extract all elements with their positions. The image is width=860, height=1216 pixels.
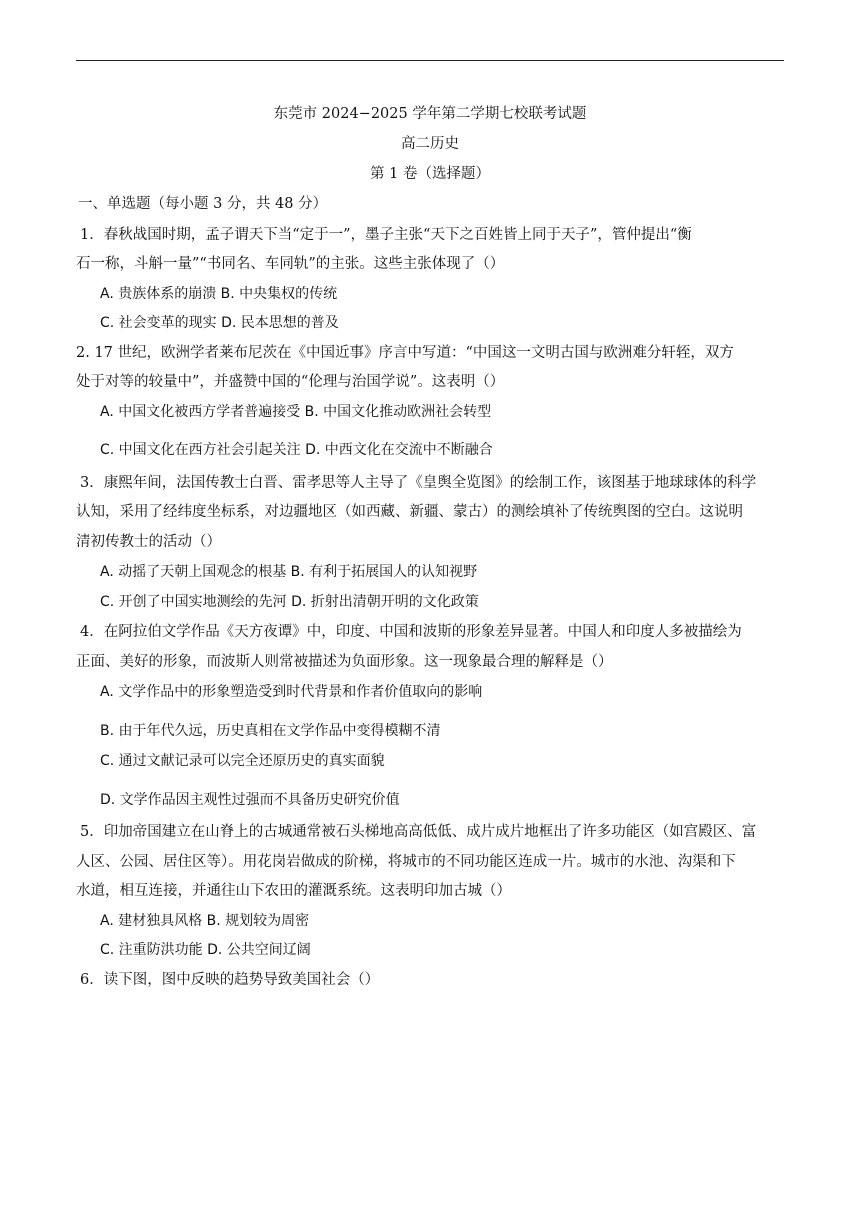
question-3-option: A. 动摇了天朝上国观念的根基 B. 有利于拓展国人的认知视野 <box>100 564 478 580</box>
question-4-option: B. 由于年代久远，历史真相在文学作品中变得模糊不清 <box>100 723 441 739</box>
question-1-option: A. 贵族体系的崩溃 B. 中央集权的传统 <box>100 286 338 302</box>
question-5-stem-line: 水道，相互连接，并通往山下农田的灌溉系统。这表明印加古城（） <box>76 883 511 899</box>
question-4-stem-line: 4．在阿拉伯文学作品《天方夜谭》中，印度、中国和波斯的形象差异显著。中国人和印度人多被描绘为 <box>80 624 742 640</box>
question-3-option: C. 开创了中国实地测绘的先河 D. 折射出清朝开明的文化政策 <box>100 594 479 610</box>
question-5-stem-line: 人区、公园、居住区等）。用花岗岩做成的阶梯，将城市的不同功能区连成一片。城市的水池、沟渠和下 <box>76 854 736 870</box>
section-heading: 一、单选题（每小题 3 分，共 48 分） <box>78 196 328 212</box>
exam-subject: 高二历史 <box>401 136 459 152</box>
question-5-option: C. 注重防洪功能 D. 公共空间辽阔 <box>100 942 311 958</box>
exam-title: 东莞市 2024−2025 学年第二学期七校联考试题 <box>273 106 587 122</box>
question-4-stem-line: 正面、美好的形象，而波斯人则常被描述为负面形象。这一现象最合理的解释是（） <box>76 654 613 670</box>
question-3-stem-line: 认知，采用了经纬度坐标系，对边疆地区（如西藏、新疆、蒙古）的测绘填补了传统舆图的空白。这说明 <box>76 504 743 520</box>
question-1-stem-line: 1．春秋战国时期，孟子谓天下当“定于一”，墨子主张“天下之百姓皆上同于天子”，管仲提出“衡 <box>80 227 692 243</box>
exam-volume: 第 1 卷（选择题） <box>370 166 490 182</box>
question-4-option: C. 通过文献记录可以完全还原历史的真实面貌 <box>100 753 385 769</box>
question-2-option: C. 中国文化在西方社会引起关注 D. 中西文化在交流中不断融合 <box>100 442 493 458</box>
question-5-stem-line: 5．印加帝国建立在山脊上的古城通常被石头梯地高高低低、成片成片地框出了许多功能区（如宫殿区、富 <box>80 824 757 840</box>
question-6-stem-line: 6．读下图，图中反映的趋势导致美国社会（） <box>80 972 380 988</box>
question-1-option: C. 社会变革的现实 D. 民本思想的普及 <box>100 315 339 331</box>
question-3-stem-line: 3．康熙年间，法国传教士白晋、雷孝思等人主导了《皇舆全览图》的绘制工作，该图基于地球球体的科学 <box>80 475 757 491</box>
question-2-stem-line: 2. 17 世纪，欧洲学者莱布尼茨在《中国近事》序言中写道：“中国这一文明古国与欧洲难分轩轾，双方 <box>76 345 734 361</box>
question-1-stem-line: 石一称，斗斛一量”“书同名、车同轨”的主张。这些主张体现了（） <box>76 256 505 272</box>
question-4-option: D. 文学作品因主观性过强而不具备历史研究价值 <box>100 792 400 808</box>
question-2-stem-line: 处于对等的较量中”，并盛赞中国的“伦理与治国学说”。这表明（） <box>76 374 505 390</box>
header-rule <box>76 60 784 61</box>
question-2-option: A. 中国文化被西方学者普遍接受 B. 中国文化推动欧洲社会转型 <box>100 404 492 420</box>
question-3-stem-line: 清初传教士的活动（） <box>76 534 221 550</box>
question-5-option: A. 建材独具风格 B. 规划较为周密 <box>100 913 310 929</box>
question-4-option: A. 文学作品中的形象塑造受到时代背景和作者价值取向的影响 <box>100 684 483 700</box>
